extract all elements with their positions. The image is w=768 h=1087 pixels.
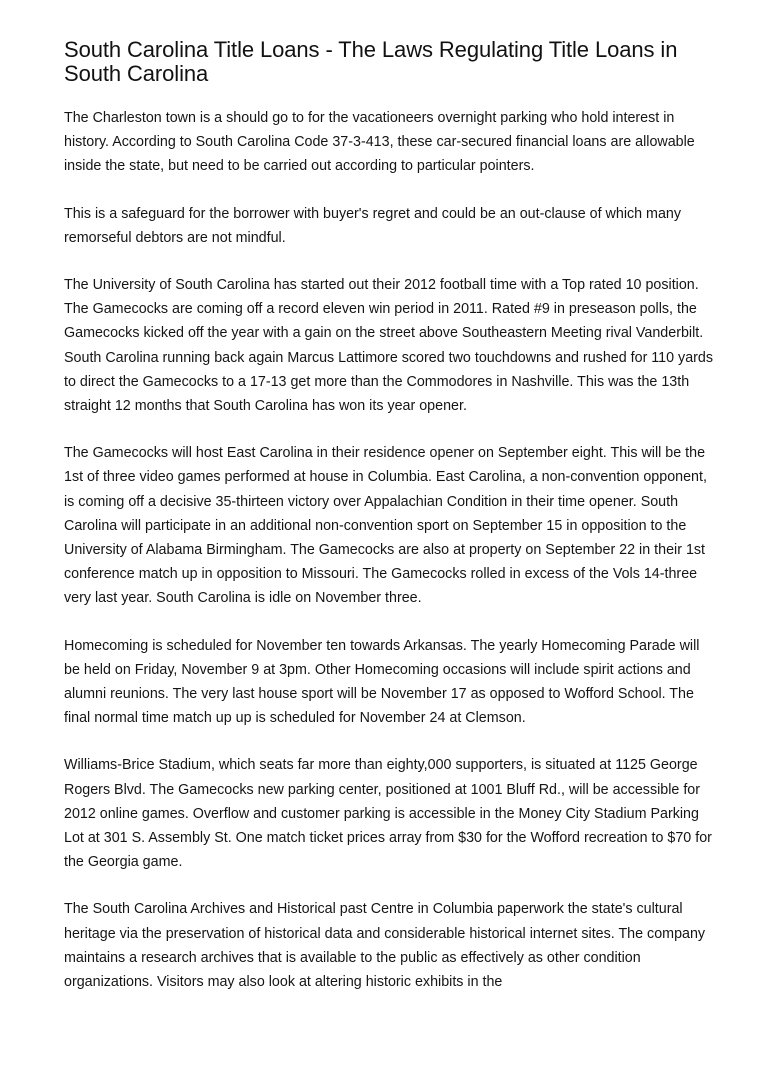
paragraph-5: Homecoming is scheduled for November ten towards Arkansas. The yearly Homecoming Parade will be held on Friday, November 9 at 3pm. Other Homecoming occasions will include spirit actions and alumni reunions. The very last house sport will be November 17 as opposed to Wofford School. The final normal time match up up is scheduled for November 24 at Clemson. bbox=[64, 637, 700, 727]
paragraph-3: The University of South Carolina has started out their 2012 football time with a Top rated 10 position. The Gamecocks are coming off a record eleven win period in 2011. Rated #9 in preseason polls, the Gamecocks kicked off the year with a gain on the street above Southeastern Meeting rival Vanderbilt. South Carolina running back again Marcus Lattimore scored two touchdowns and rushed for 110 yards to direct the Gamecocks to a 17-13 get more than the Commodores in Nashville. This was the 13th straight 12 months that South Carolina has won its year opener. bbox=[64, 277, 714, 415]
document-page bbox=[64, 38, 714, 1017]
paragraph-1: The Charleston town is a should go to for the vacationeers overnight parking who hold interest in history. According to South Carolina Code 37-3-413, these car-secured financial loans are allowable inside the state, but need to be carried out according to particular pointers. bbox=[64, 110, 695, 175]
paragraph-7: The South Carolina Archives and Historical past Centre in Columbia paperwork the state's cultural heritage via the preservation of historical data and considerable historical internet sites. The company maintains a research archives that is available to the public as effectively as other condition organizations. Visitors may also look at altering historic exhibits in the bbox=[64, 901, 706, 991]
paragraph-2: This is a safeguard for the borrower with buyer's regret and could be an out-clause of which many remorseful debtors are not mindful. bbox=[64, 205, 682, 246]
document-title: South Carolina Title Loans - The Laws Regulating Title Loans in South Carolina bbox=[64, 37, 678, 86]
paragraph-6: Williams-Brice Stadium, which seats far more than eighty,000 supporters, is situated at 1125 George Rogers Blvd. The Gamecocks new parking center, positioned at 1001 Bluff Rd., will be accessible for 2012 online games. Overflow and customer parking is accessible in the Money City Stadium Parking Lot at 301 S. Assembly St. One match ticket prices array from $30 for the Wofford recreation to $70 for the Georgia game. bbox=[64, 757, 712, 871]
paragraph-4: The Gamecocks will host East Carolina in their residence opener on September eight. This will be the 1st of three video games performed at house in Columbia. East Carolina, a non-convention opponent, is coming off a decisive 35-thirteen victory over Appalachian Condition in their time opener. South Carolina will participate in an additional non-convention sport on September 15 in opposition to the University of Alabama Birmingham. The Gamecocks are also at property on September 22 in their 1st conference match up in opposition to Missouri. The Gamecocks rolled in excess of the Vols 14-three very last year. South Carolina is idle on November three. bbox=[64, 445, 707, 607]
